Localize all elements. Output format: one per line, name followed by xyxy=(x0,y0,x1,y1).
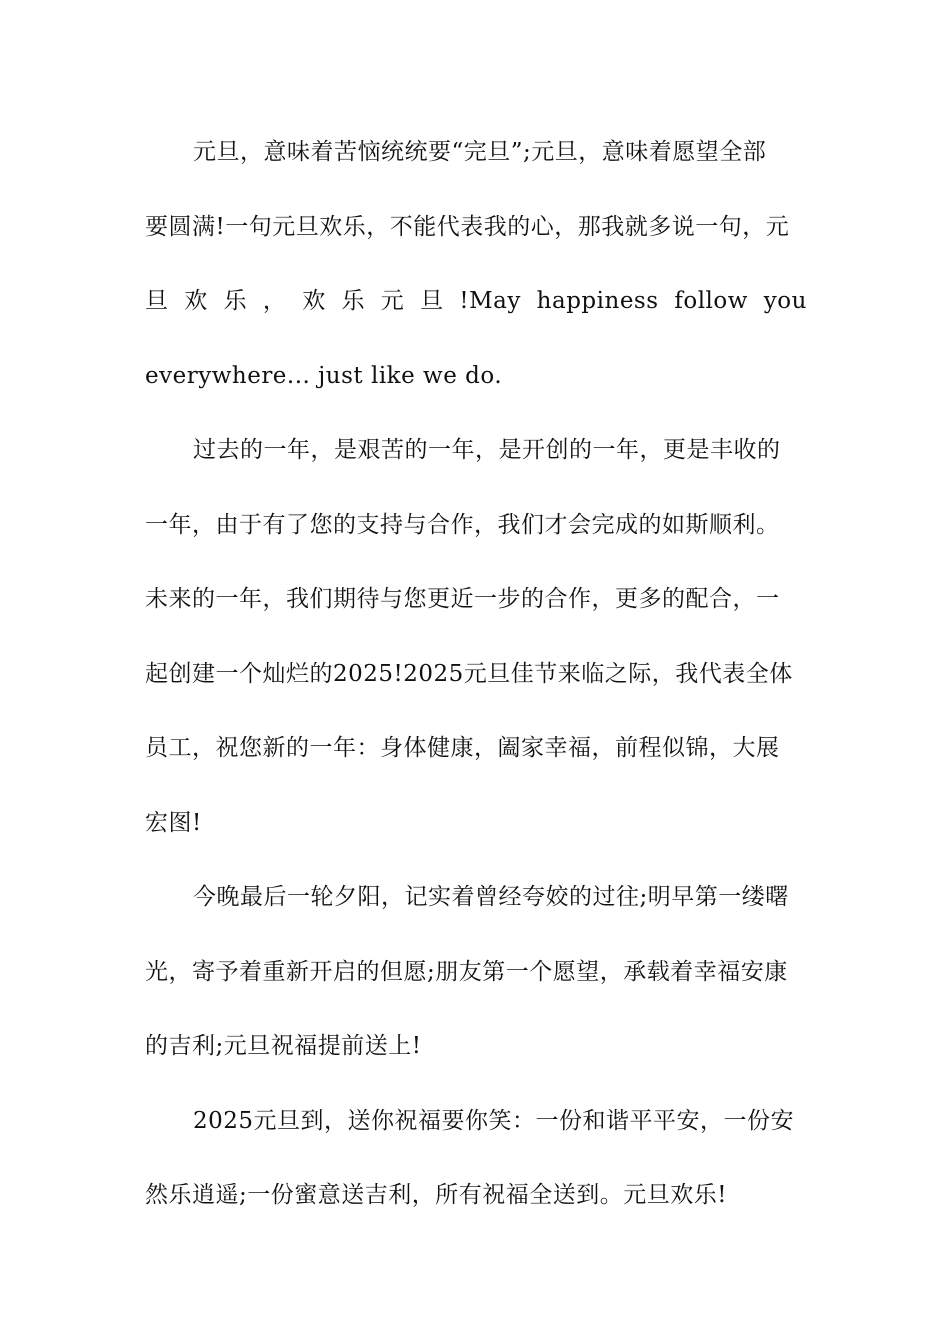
text-line: 今晚最后一轮夕阳，记实着曾经夸姣的过往;明早第一缕曙 xyxy=(193,884,789,910)
spread-word: 乐 xyxy=(341,288,365,314)
spread-word: 旦 xyxy=(420,288,444,314)
text-line: 未来的一年，我们期待与您更近一步的合作，更多的配合，一 xyxy=(145,586,780,612)
spread-word: you xyxy=(763,288,807,314)
text-line: 过去的一年，是艰苦的一年，是开创的一年，更是丰收的 xyxy=(193,437,781,463)
paragraph-last-sunset xyxy=(145,860,807,1084)
text-line: 一年，由于有了您的支持与合作，我们才会完成的如斯顺利。 xyxy=(145,511,780,538)
paragraph-blessings xyxy=(145,1084,807,1233)
spread-word: ， xyxy=(262,288,287,314)
spread-word: happiness xyxy=(536,288,659,314)
text-line: 元旦，意味着苦恼统统要“完旦”;元旦，意味着愿望全部 xyxy=(193,139,767,165)
spread-word: 元 xyxy=(380,288,405,314)
document-body xyxy=(145,115,807,1233)
text-line: 的吉利;元旦祝福提前送上! xyxy=(145,1033,422,1059)
text-line: 宏图! xyxy=(145,809,202,836)
paragraph-new-year-wishes xyxy=(145,115,807,413)
spread-word: !May xyxy=(459,288,521,314)
spread-word: follow xyxy=(674,288,748,314)
spread-word: 乐 xyxy=(223,288,248,314)
text-line: 光，寄予着重新开启的但愿;朋友第一个愿望，承载着幸福安康 xyxy=(145,958,788,985)
paragraph-past-year xyxy=(145,413,807,860)
text-line: 2025元旦到，送你祝福要你笑：一份和谐平平安，一份安 xyxy=(193,1107,795,1134)
text-line: 起创建一个灿烂的2025!2025元旦佳节来临之际，我代表全体 xyxy=(145,660,793,687)
text-line: everywhere... just like we do. xyxy=(145,362,503,389)
spread-word: 旦 xyxy=(145,288,169,314)
text-line-spread xyxy=(145,264,807,339)
spread-word: 欢 xyxy=(184,288,208,314)
text-line: 要圆满!一句元旦欢乐，不能代表我的心，那我就多说一句，元 xyxy=(145,213,790,240)
text-line: 然乐逍遥;一份蜜意送吉利，所有祝福全送到。元旦欢乐! xyxy=(145,1182,727,1208)
spread-word: 欢 xyxy=(302,288,326,314)
text-line: 员工，祝您新的一年：身体健康，阖家幸福，前程似锦，大展 xyxy=(145,735,780,761)
